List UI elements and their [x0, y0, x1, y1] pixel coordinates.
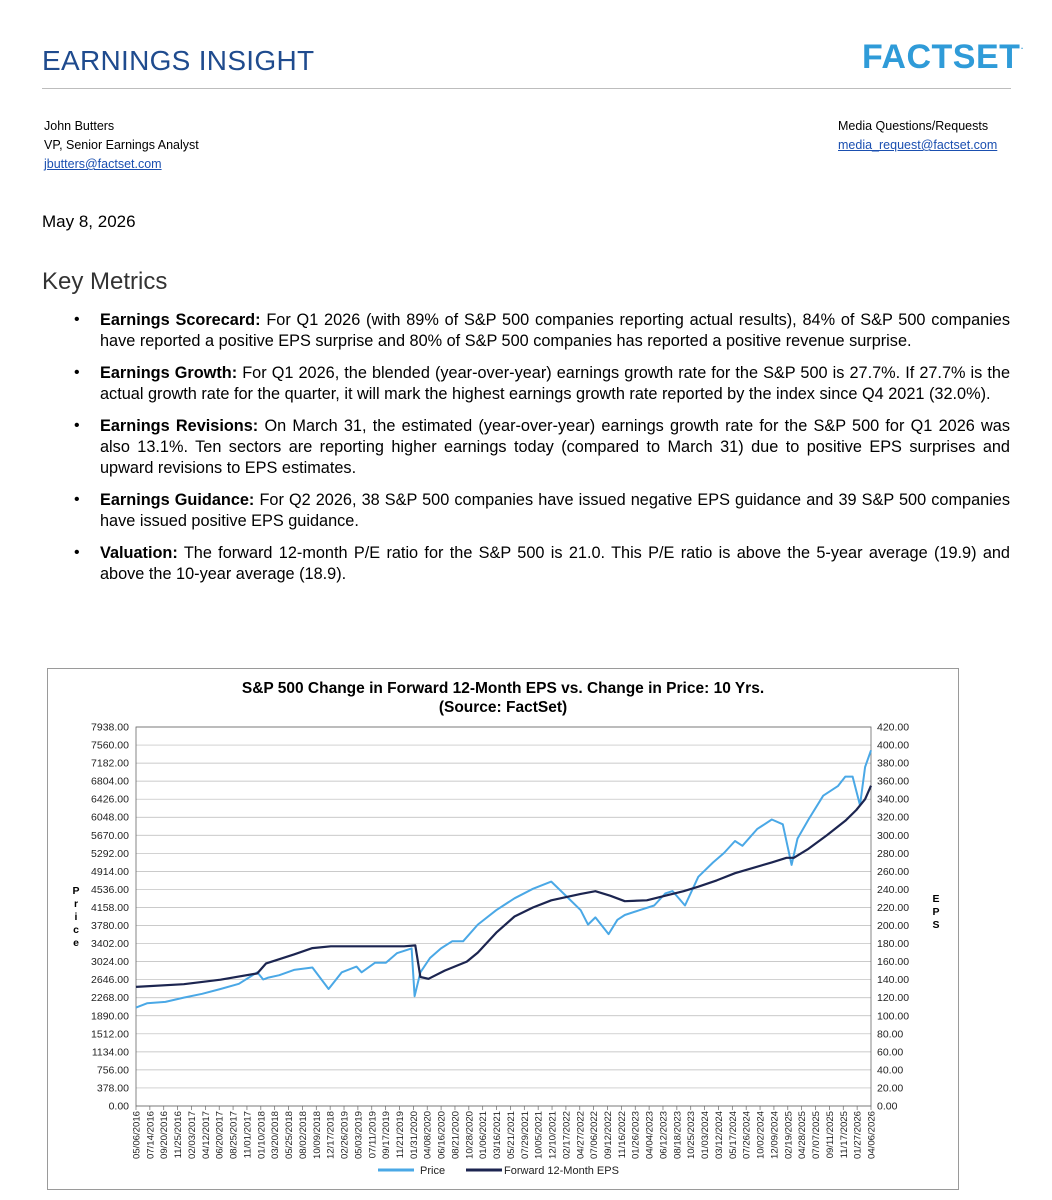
x-tick-label: 06/20/2017 — [214, 1111, 226, 1160]
author-role: VP, Senior Earnings Analyst — [44, 138, 199, 152]
bullet-earnings-scorecard — [62, 310, 1010, 351]
author-name: John Butters — [44, 119, 115, 133]
x-tick-label: 07/14/2016 — [145, 1111, 157, 1160]
factset-logo: FACTSET. — [862, 38, 1025, 76]
x-tick-label: 04/12/2017 — [200, 1111, 212, 1160]
y-tick-label-right: 280.00 — [877, 847, 910, 860]
y-tick-label-left: 4914.00 — [91, 865, 129, 878]
y-tick-label-left: 5292.00 — [91, 847, 129, 860]
section-title: Key Metrics — [42, 268, 168, 295]
bullet-heading: Earnings Guidance: — [100, 491, 255, 510]
bullet-earnings-guidance — [62, 490, 1010, 531]
x-tick-label: 11/21/2019 — [394, 1111, 406, 1159]
y-tick-label-right: 240.00 — [877, 883, 910, 896]
y-tick-label-left: 7182.00 — [91, 757, 129, 770]
x-tick-label: 01/26/2023 — [630, 1111, 642, 1160]
x-tick-label: 02/26/2019 — [339, 1111, 351, 1160]
y-tick-label-left: 6426.00 — [91, 793, 129, 806]
price-series-line — [136, 750, 871, 1007]
y-tick-label-right: 420.00 — [877, 721, 910, 734]
x-tick-label: 05/03/2019 — [353, 1111, 365, 1160]
bullet-heading: Earnings Scorecard: — [100, 311, 261, 329]
x-tick-label: 07/07/2025 — [811, 1111, 823, 1160]
x-tick-label: 12/09/2024 — [769, 1111, 781, 1160]
y-axis-title-right: E P S — [932, 893, 940, 931]
x-tick-label: 09/20/2016 — [159, 1111, 171, 1160]
report-date: May 8, 2026 — [42, 212, 136, 231]
y-tick-label-left: 756.00 — [96, 1064, 129, 1077]
x-tick-label: 08/02/2018 — [297, 1111, 309, 1160]
y-tick-label-right: 320.00 — [877, 811, 910, 824]
y-tick-label-left: 3024.00 — [91, 956, 129, 969]
x-tick-label: 05/06/2016 — [131, 1111, 143, 1160]
x-tick-label: 06/16/2020 — [436, 1111, 448, 1160]
y-tick-label-left: 3402.00 — [91, 938, 129, 951]
bullet-valuation — [62, 543, 1010, 584]
media-label: Media Questions/Requests — [838, 119, 989, 133]
x-tick-label: 04/27/2022 — [575, 1111, 587, 1160]
report-title: EARNINGS INSIGHT — [42, 45, 315, 76]
y-axis-title-left: P r i c e — [72, 885, 80, 949]
x-tick-label: 04/04/2023 — [644, 1111, 656, 1160]
x-tick-label: 06/12/2023 — [658, 1111, 670, 1160]
y-tick-label-right: 100.00 — [877, 1010, 910, 1023]
x-tick-label: 12/10/2021 — [547, 1111, 559, 1160]
x-tick-label: 08/18/2023 — [672, 1111, 684, 1160]
x-tick-label: 01/31/2020 — [408, 1111, 420, 1160]
y-tick-label-right: 220.00 — [877, 901, 910, 914]
x-tick-label: 05/21/2021 — [505, 1111, 517, 1160]
x-tick-label: 03/12/2024 — [713, 1111, 725, 1160]
x-tick-label: 02/03/2017 — [186, 1111, 198, 1160]
legend-label-eps: Forward 12-Month EPS — [504, 1165, 619, 1177]
x-tick-label: 07/26/2024 — [741, 1111, 753, 1160]
y-tick-label-right: 40.00 — [877, 1064, 904, 1077]
x-tick-label: 08/25/2017 — [228, 1111, 240, 1160]
y-tick-label-left: 0.00 — [108, 1100, 129, 1113]
y-tick-label-right: 300.00 — [877, 829, 910, 842]
y-tick-label-right: 160.00 — [877, 956, 910, 969]
media-email-link[interactable]: media_request@factset.com — [838, 138, 998, 152]
y-tick-label-left: 2646.00 — [91, 974, 129, 987]
y-tick-label-right: 360.00 — [877, 775, 910, 788]
bullet-heading: Valuation: — [100, 544, 178, 563]
y-tick-label-right: 400.00 — [877, 739, 910, 752]
y-tick-label-left: 4536.00 — [91, 883, 129, 896]
y-tick-label-left: 6048.00 — [91, 811, 129, 824]
x-tick-label: 01/06/2021 — [478, 1111, 490, 1160]
x-tick-label: 11/16/2022 — [616, 1111, 628, 1159]
y-tick-label-left: 3780.00 — [91, 920, 129, 933]
x-tick-label: 03/20/2018 — [270, 1111, 282, 1160]
chart-title: S&P 500 Change in Forward 12-Month EPS vs. Change in Price: 10 Yrs. — [241, 680, 765, 697]
chart-canvas — [48, 669, 958, 1189]
y-tick-label-left: 7560.00 — [91, 739, 129, 752]
x-tick-label: 09/12/2022 — [603, 1111, 615, 1160]
x-tick-label: 01/03/2024 — [700, 1111, 712, 1160]
header-divider — [42, 88, 1011, 89]
y-tick-label-left: 378.00 — [96, 1082, 129, 1095]
y-tick-label-right: 60.00 — [877, 1046, 904, 1059]
legend-label-price: Price — [420, 1165, 446, 1177]
y-tick-label-right: 340.00 — [877, 793, 910, 806]
y-tick-label-left: 4158.00 — [91, 901, 129, 914]
x-tick-label: 05/25/2018 — [284, 1111, 296, 1160]
y-tick-label-right: 0.00 — [877, 1100, 898, 1113]
x-tick-label: 05/17/2024 — [727, 1111, 739, 1160]
y-tick-label-right: 260.00 — [877, 865, 910, 878]
author-email-link[interactable]: jbutters@factset.com — [44, 157, 162, 171]
bullet-text: For Q1 2026 (with 89% of S&P 500 companies reporting actual results), 84% of S&P 500 companies have reported a positive EPS surprise and 80% of S&P 500 companies has reported a positive revenue surprise. — [100, 311, 1010, 350]
bullet-earnings-growth — [62, 363, 1010, 404]
y-tick-label-left: 6804.00 — [91, 775, 129, 788]
chart-subtitle: (Source: FactSet) — [438, 699, 568, 716]
y-tick-label-left: 7938.00 — [91, 721, 129, 734]
bullet-text: The forward 12-month P/E ratio for the S&P 500 is 21.0. This P/E ratio is above the 5-year average (19.9) and above the 10-year average (18.9). — [100, 544, 1010, 583]
x-tick-label: 11/17/2025 — [838, 1111, 850, 1159]
x-tick-label: 07/29/2021 — [519, 1111, 531, 1160]
y-tick-label-left: 5670.00 — [91, 829, 129, 842]
x-tick-label: 10/25/2023 — [686, 1111, 698, 1160]
x-tick-label: 01/27/2026 — [852, 1111, 864, 1160]
y-tick-label-right: 180.00 — [877, 938, 910, 951]
x-tick-label: 07/11/2019 — [367, 1111, 379, 1159]
x-tick-label: 04/06/2026 — [866, 1111, 878, 1160]
x-tick-label: 09/11/2025 — [824, 1111, 836, 1159]
x-tick-label: 10/05/2021 — [533, 1111, 545, 1160]
x-tick-label: 08/21/2020 — [450, 1111, 462, 1160]
eps-vs-price-chart — [47, 668, 959, 1190]
plot-frame — [136, 727, 871, 1106]
x-tick-label: 04/08/2020 — [422, 1111, 434, 1160]
x-tick-label: 01/10/2018 — [256, 1111, 268, 1160]
y-tick-label-left: 1890.00 — [91, 1010, 129, 1023]
media-block — [838, 117, 997, 155]
y-tick-label-right: 380.00 — [877, 757, 910, 770]
bullet-earnings-revisions — [62, 416, 1010, 478]
key-metrics-list — [62, 310, 1010, 597]
x-tick-label: 11/01/2017 — [242, 1111, 254, 1159]
y-tick-label-left: 1134.00 — [91, 1046, 129, 1059]
x-tick-label: 09/17/2019 — [381, 1111, 393, 1160]
y-tick-label-left: 1512.00 — [91, 1028, 129, 1041]
bullet-text: For Q2 2026, 38 S&P 500 companies have issued negative EPS guidance and 39 S&P 500 companies have issued positive EPS guidance. — [100, 491, 1010, 530]
x-tick-label: 11/25/2016 — [173, 1111, 185, 1159]
x-tick-label: 10/09/2018 — [311, 1111, 323, 1160]
eps-series-line — [136, 786, 871, 987]
y-tick-label-right: 120.00 — [877, 992, 910, 1005]
x-tick-label: 03/16/2021 — [492, 1111, 504, 1160]
x-tick-label: 10/28/2020 — [464, 1111, 476, 1160]
y-tick-label-right: 140.00 — [877, 974, 910, 987]
y-tick-label-right: 20.00 — [877, 1082, 904, 1095]
author-block — [44, 117, 199, 174]
x-tick-label: 10/02/2024 — [755, 1111, 767, 1160]
y-tick-label-right: 80.00 — [877, 1028, 904, 1041]
bullet-text: For Q1 2026, the blended (year-over-year) earnings growth rate for the S&P 500 is 27.7%. If 27.7% is the actual growth rate for the quarter, it will mark the highest earnings growth rate reported by the index since Q4 2021 (32.0%). — [100, 364, 1011, 403]
y-tick-label-left: 2268.00 — [91, 992, 129, 1005]
bullet-heading: Earnings Growth: — [100, 364, 238, 383]
x-tick-label: 04/28/2025 — [797, 1111, 809, 1160]
y-tick-label-right: 200.00 — [877, 920, 910, 933]
bullet-heading: Earnings Revisions: — [100, 417, 259, 436]
x-tick-label: 02/19/2025 — [783, 1111, 795, 1160]
x-tick-label: 02/17/2022 — [561, 1111, 573, 1160]
bullet-text: On March 31, the estimated (year-over-year) earnings growth rate for the S&P 500 for Q1 2026 was also 13.1%. Ten sectors are reporting higher earnings today (compared to March 31) due to positive EPS surprises and upward revisions to EPS estimates. — [100, 417, 1010, 477]
x-tick-label: 12/17/2018 — [325, 1111, 337, 1160]
x-tick-label: 07/06/2022 — [589, 1111, 601, 1160]
